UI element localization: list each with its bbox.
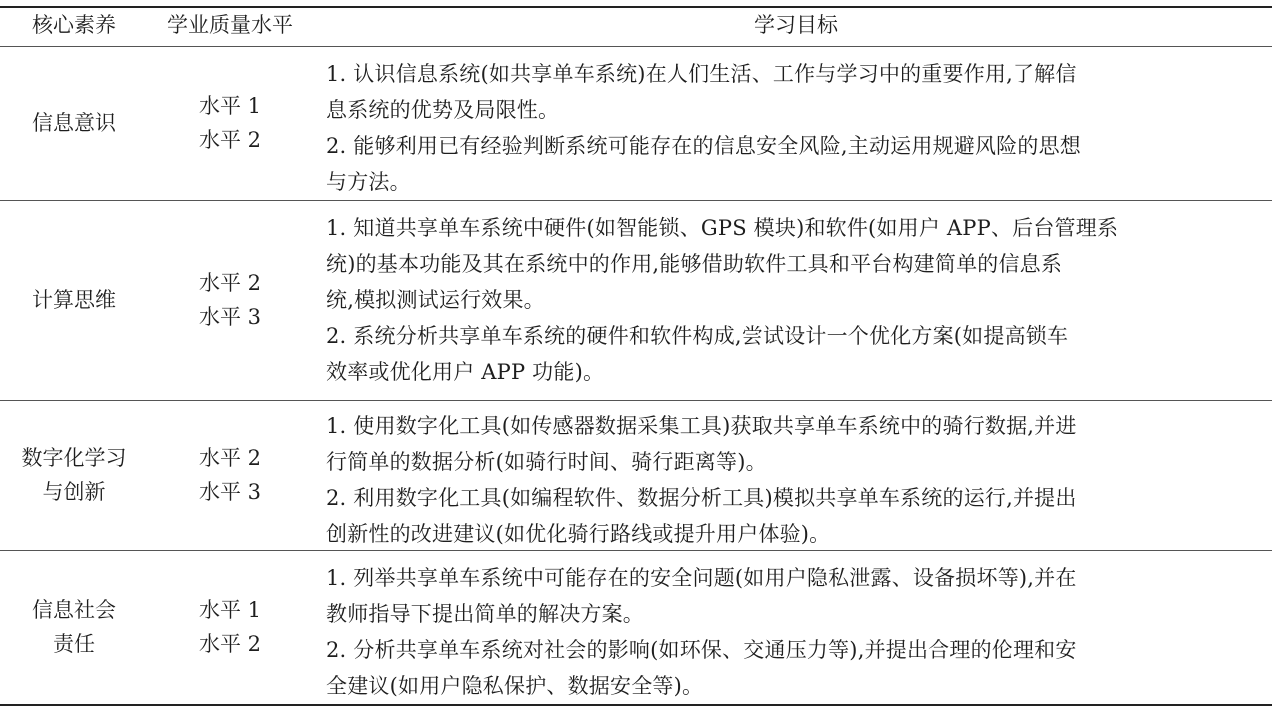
- level-line: 水平 1: [198, 94, 262, 118]
- row-rule: [0, 400, 1272, 401]
- goal-line: 效率或优化用户 APP 功能)。: [326, 360, 605, 384]
- core-line: 与创新: [42, 480, 106, 504]
- header-quality-level: 学业质量水平: [167, 13, 293, 37]
- level-line: 水平 2: [198, 128, 262, 152]
- goal-line: 1. 列举共享单车系统中可能存在的安全问题(如用户隐私泄露、设备损坏等),并在: [326, 566, 1077, 590]
- row-4-learning-goal: [326, 560, 1266, 704]
- header-learning-goal: 学习目标: [754, 13, 838, 37]
- row-4-quality-level: [160, 552, 300, 702]
- row-2-quality-level: [160, 202, 300, 398]
- goal-line: 与方法。: [326, 170, 411, 194]
- header-core-literacy: 核心素养: [32, 13, 116, 37]
- goal-line: 统)的基本功能及其在系统中的作用,能够借助软件工具和平台构建简单的信息系: [326, 252, 1063, 276]
- table-bottom-rule: [0, 704, 1272, 706]
- level-line: 水平 2: [198, 446, 262, 470]
- goal-line: 息系统的优势及局限性。: [326, 98, 560, 122]
- core-line: 信息社会: [32, 598, 116, 622]
- row-2-core-literacy: [0, 202, 148, 398]
- goal-line: 1. 使用数字化工具(如传感器数据采集工具)获取共享单车系统中的骑行数据,并进: [326, 414, 1077, 438]
- level-line: 水平 1: [198, 598, 262, 622]
- goal-line: 1. 认识信息系统(如共享单车系统)在人们生活、工作与学习中的重要作用,了解信: [326, 62, 1077, 86]
- goal-line: 2. 能够利用已有经验判断系统可能存在的信息安全风险,主动运用规避风险的思想: [326, 134, 1081, 158]
- level-line: 水平 3: [198, 480, 262, 504]
- goal-line: 2. 系统分析共享单车系统的硬件和软件构成,尝试设计一个优化方案(如提高锁车: [326, 324, 1069, 348]
- header-rule: [0, 46, 1272, 47]
- goal-line: 2. 利用数字化工具(如编程软件、数据分析工具)模拟共享单车系统的运行,并提出: [326, 486, 1077, 510]
- goal-line: 教师指导下提出简单的解决方案。: [326, 602, 644, 626]
- goal-line: 1. 知道共享单车系统中硬件(如智能锁、GPS 模块)和软件(如用户 APP、后台管理系: [326, 216, 1119, 240]
- row-2-learning-goal: [326, 210, 1266, 390]
- core-line: 数字化学习: [21, 446, 127, 470]
- level-line: 水平 3: [198, 305, 262, 329]
- core-line: 责任: [53, 632, 95, 656]
- row-rule: [0, 550, 1272, 551]
- row-1-learning-goal: [326, 56, 1266, 200]
- row-1-core-literacy: [0, 48, 148, 198]
- row-1-quality-level: [160, 48, 300, 198]
- goal-line: 行简单的数据分析(如骑行时间、骑行距离等)。: [326, 450, 767, 474]
- core-line: 计算思维: [32, 288, 116, 312]
- goal-line: 2. 分析共享单车系统对社会的影响(如环保、交通压力等),并提出合理的伦理和安: [326, 638, 1077, 662]
- goal-line: 统,模拟测试运行效果。: [326, 288, 545, 312]
- level-line: 水平 2: [198, 271, 262, 295]
- row-3-core-literacy: [0, 402, 148, 548]
- row-3-learning-goal: [326, 408, 1266, 552]
- level-line: 水平 2: [198, 632, 262, 656]
- row-4-core-literacy: [0, 552, 148, 702]
- core-line: 信息意识: [32, 111, 116, 135]
- goal-line: 全建议(如用户隐私保护、数据安全等)。: [326, 674, 704, 698]
- row-3-quality-level: [160, 402, 300, 548]
- row-rule: [0, 200, 1272, 201]
- goal-line: 创新性的改进建议(如优化骑行路线或提升用户体验)。: [326, 522, 831, 546]
